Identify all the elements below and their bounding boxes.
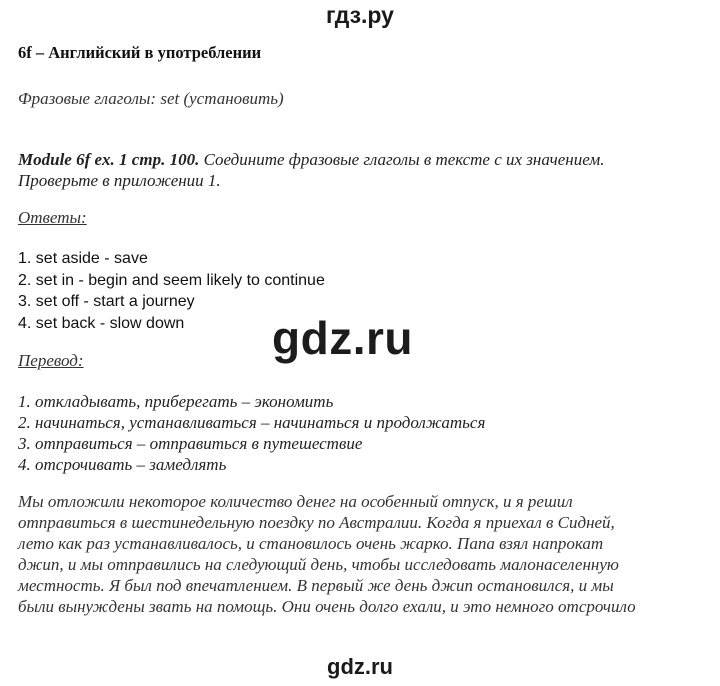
translation-list [18,391,708,475]
task-text-2: Проверьте в приложении 1. [18,171,221,190]
task-description [18,149,708,191]
task-line-1 [18,149,708,170]
paragraph-line: лето как раз устанавливалось, и становилось очень жарко. Папа взял напрокат [18,534,604,553]
paragraph-line: были вынуждены звать на помощь. Они очень долго ехали, и это немного отсрочило [18,597,636,616]
paragraph-line: джип, и мы отправились на следующий день, чтобы исследовать малонаселенную [18,555,619,574]
answer-item: 1. set aside - save [18,250,148,267]
translation-item: 2. начинаться, устанавливаться – начинаться и продолжаться [18,413,486,432]
paragraph-line: отправиться в шестинедельную поездку по Австралии. Когда я приехал в Сидней, [18,513,615,532]
translation-heading: Перевод: [18,351,84,370]
task-reference: Module 6f ex. 1 стр. 100. [18,150,200,169]
paragraph-line: Мы отложили некоторое количество денег на особенный отпуск, и я решил [18,492,573,511]
watermark-footer: gdz.ru [327,654,393,679]
story-paragraph [18,491,708,617]
translation-item: 1. откладывать, приберегать – экономить [18,392,334,411]
site-header-title: гдз.ру [326,2,394,28]
translation-item: 4. отсрочивать – замедлять [18,455,227,474]
paragraph-line: местность. Я был под впечатлением. В первый же день джип остановился, и мы [18,576,614,595]
answers-heading: Ответы: [18,208,87,227]
answer-item: 4. set back - slow down [18,314,185,332]
translation-item: 3. отправиться – отправиться в путешествие [18,434,363,453]
watermark-middle: gdz.ru [272,312,413,364]
page-title: 6f – Английский в употреблении [18,43,262,62]
task-text-1: Соедините фразовые глаголы в тексте с их значением. [199,150,605,169]
answer-item: 2. set in - begin and seem likely to continue [18,271,325,289]
page-subtitle: Фразовые глаголы: set (установить) [18,89,284,108]
answer-item: 3. set off - start a journey [18,293,195,310]
